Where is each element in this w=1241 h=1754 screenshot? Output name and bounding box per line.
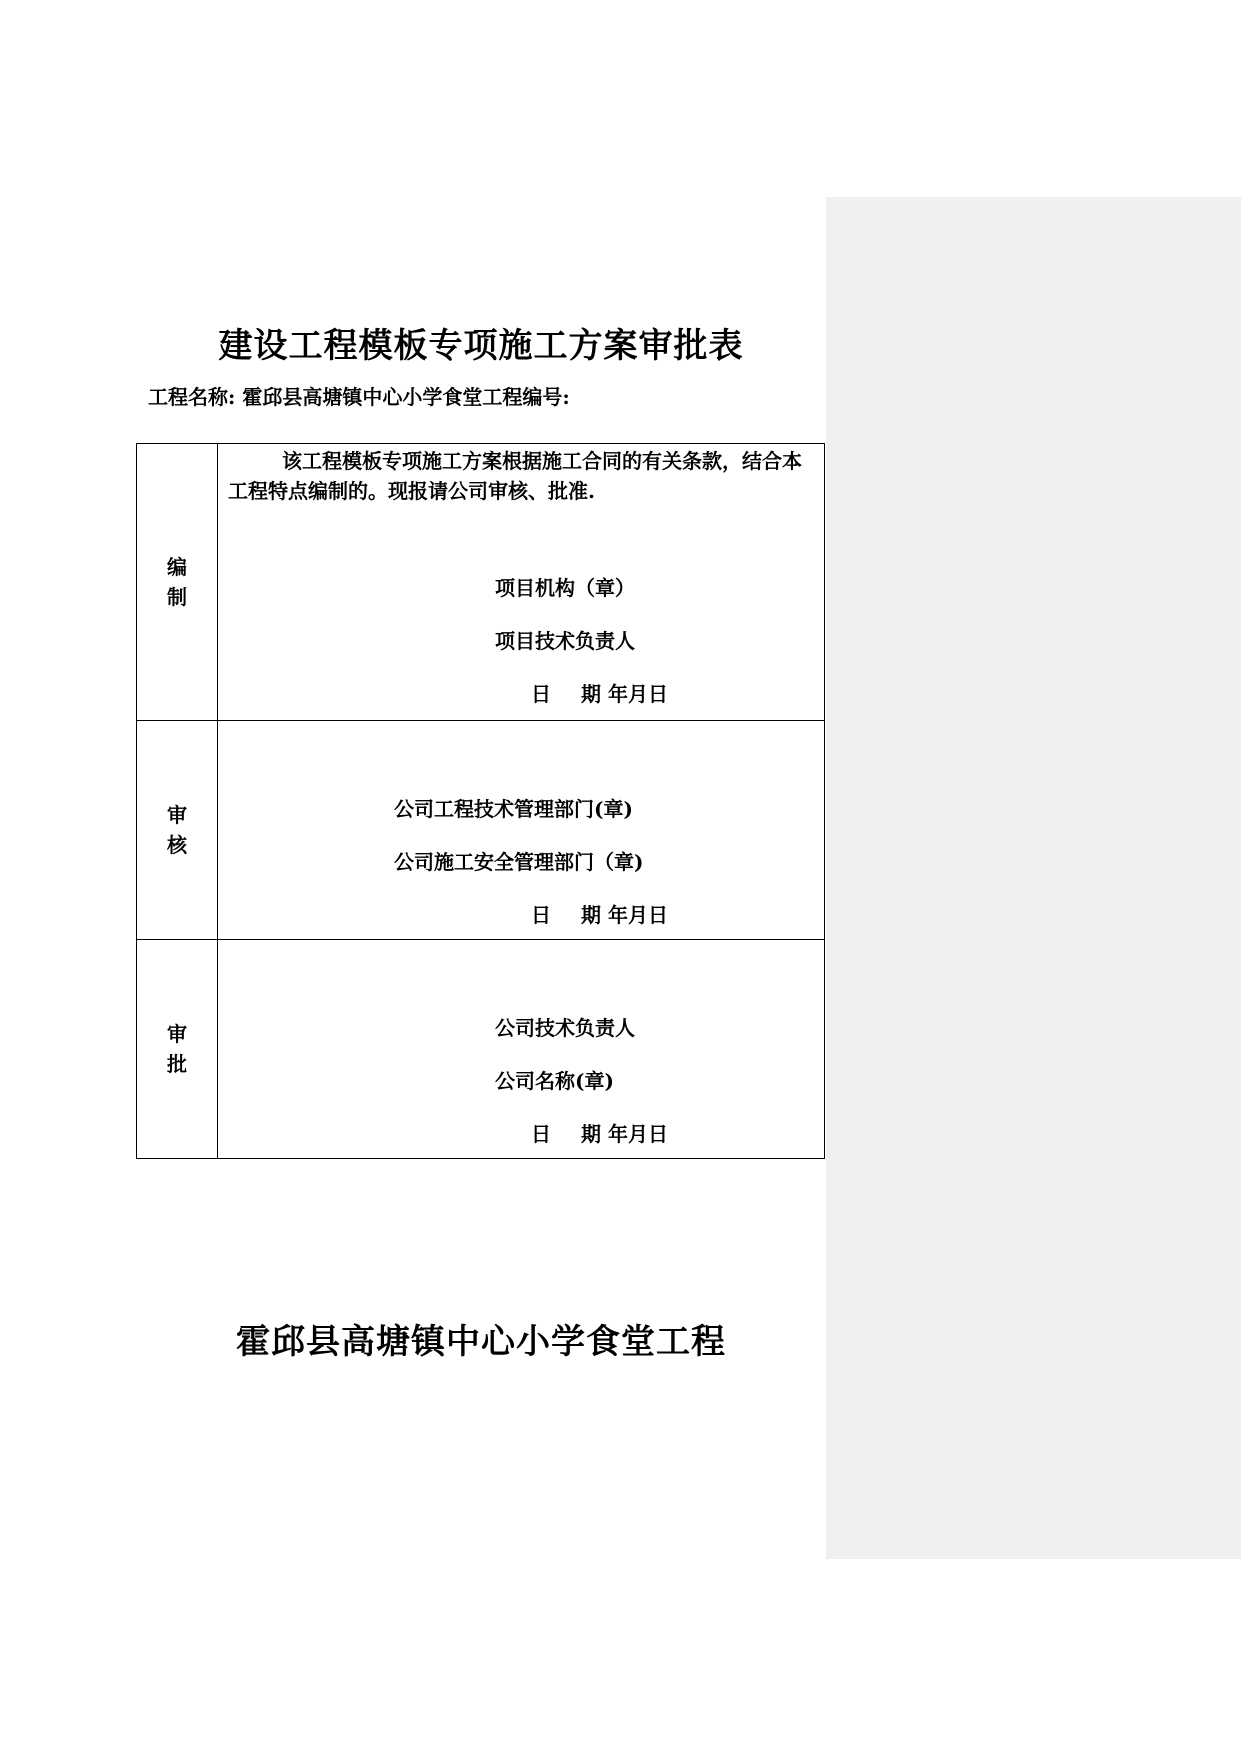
project-tech-lead: 项目技术负责人: [495, 629, 635, 653]
page-title: 建设工程模板专项施工方案审批表: [218, 326, 744, 366]
project-number-label: 编号:: [522, 385, 570, 409]
date-label-ri: 日: [531, 682, 551, 706]
project-org-seal: 项目机构（章）: [495, 576, 635, 600]
date-label-ri: 日: [531, 1122, 551, 1146]
date-value: 年月日: [607, 1122, 668, 1146]
approval-table: [136, 443, 825, 1159]
company-name-seal: 公司名称(章): [495, 1069, 614, 1093]
date-value: 年月日: [607, 682, 668, 706]
date-label-qi: 期: [581, 682, 601, 706]
review-label-char-2: 核: [167, 833, 187, 857]
project-info-line: [148, 381, 570, 410]
compile-label: [166, 552, 188, 612]
company-tech-lead: 公司技术负责人: [495, 1016, 635, 1040]
footer-project-title: 霍邱县高塘镇中心小学食堂工程: [236, 1322, 726, 1362]
approve-label-cell: [137, 940, 218, 1159]
review-content-cell: [218, 721, 825, 940]
review-row: [137, 721, 825, 940]
review-label-char-1: 审: [167, 803, 187, 827]
review-label: [166, 800, 188, 860]
compile-row: [137, 444, 825, 721]
project-name-value: 霍邱县高塘镇中心小学食堂工程: [242, 385, 523, 409]
date-label-ri: 日: [531, 903, 551, 927]
date-label-qi: 期: [581, 1122, 601, 1146]
approve-content-cell: [218, 940, 825, 1159]
safety-dept-seal: 公司施工安全管理部门（章): [394, 850, 644, 874]
date-label-qi: 期: [581, 903, 601, 927]
compile-label-char-2: 制: [167, 585, 187, 609]
review-date: [531, 899, 668, 928]
date-value: 年月日: [607, 903, 668, 927]
compile-label-cell: [137, 444, 218, 721]
approve-row: [137, 940, 825, 1159]
comment-pane: [826, 197, 1241, 1559]
review-label-cell: [137, 721, 218, 940]
approve-date: [531, 1118, 668, 1147]
approve-label-char-1: 审: [167, 1022, 187, 1046]
tech-dept-seal: 公司工程技术管理部门(章): [394, 797, 633, 821]
approve-label-char-2: 批: [167, 1052, 187, 1076]
compile-label-char-1: 编: [167, 555, 187, 579]
compile-date: [531, 678, 668, 707]
project-name-label: 工程名称:: [148, 385, 236, 409]
approve-label: [166, 1019, 188, 1079]
compile-content-cell: [218, 444, 825, 721]
compile-paragraph: 该工程模板专项施工方案根据施工合同的有关条款，结合本工程特点编制的。现报请公司审核、批准.: [228, 449, 802, 503]
